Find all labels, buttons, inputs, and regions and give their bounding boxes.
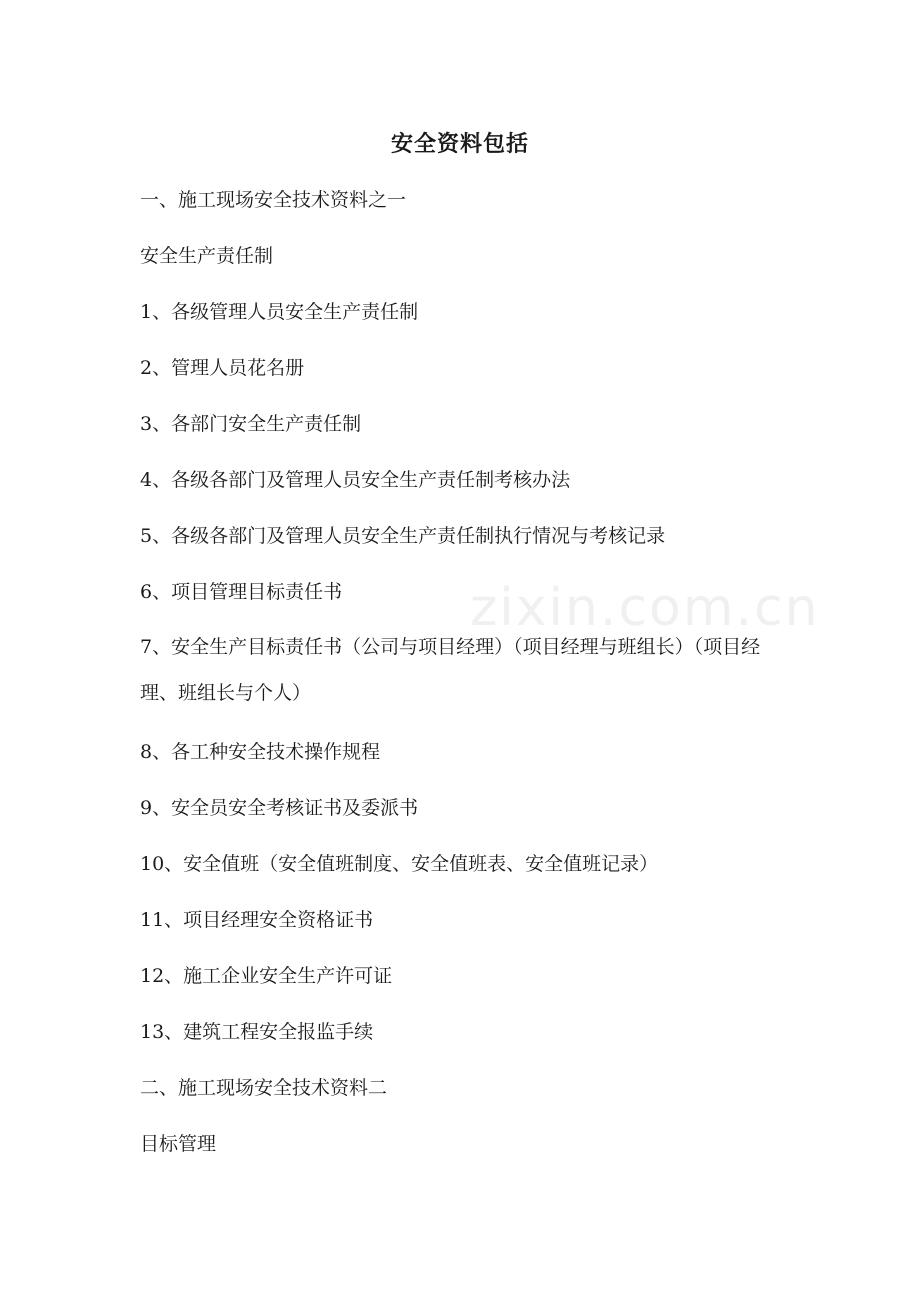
list-item: 11、项目经理安全资格证书: [140, 909, 374, 931]
document-title: 安全资料包括: [390, 131, 529, 157]
section-heading-2: 二、施工现场安全技术资料二: [140, 1077, 388, 1099]
list-item: 5、各级各部门及管理人员安全生产责任制执行情况与考核记录: [140, 525, 666, 547]
list-item: 4、各级各部门及管理人员安全生产责任制考核办法: [140, 469, 571, 491]
section-heading-1: 一、施工现场安全技术资料之一: [140, 189, 407, 211]
list-item: 13、建筑工程安全报监手续: [140, 1021, 374, 1043]
list-item: 10、安全值班（安全值班制度、安全值班表、安全值班记录）: [140, 853, 659, 875]
list-item: 3、各部门安全生产责任制: [140, 413, 362, 435]
list-item: 7、安全生产目标责任书（公司与项目经理）（项目经理与班组长）（项目经理、班组长与个人）: [140, 636, 761, 704]
list-item: 1、各级管理人员安全生产责任制: [140, 301, 419, 323]
list-item: 8、各工种安全技术操作规程: [140, 741, 381, 763]
list-item: 2、管理人员花名册: [140, 357, 305, 379]
subsection-heading: 安全生产责任制: [140, 245, 274, 267]
list-item: 12、施工企业安全生产许可证: [140, 965, 393, 987]
list-item: 6、项目管理目标责任书: [140, 581, 343, 603]
list-item: 9、安全员安全考核证书及委派书: [140, 797, 419, 819]
watermark: zixin.com.cn: [470, 578, 820, 638]
subsection-heading: 目标管理: [140, 1133, 217, 1155]
